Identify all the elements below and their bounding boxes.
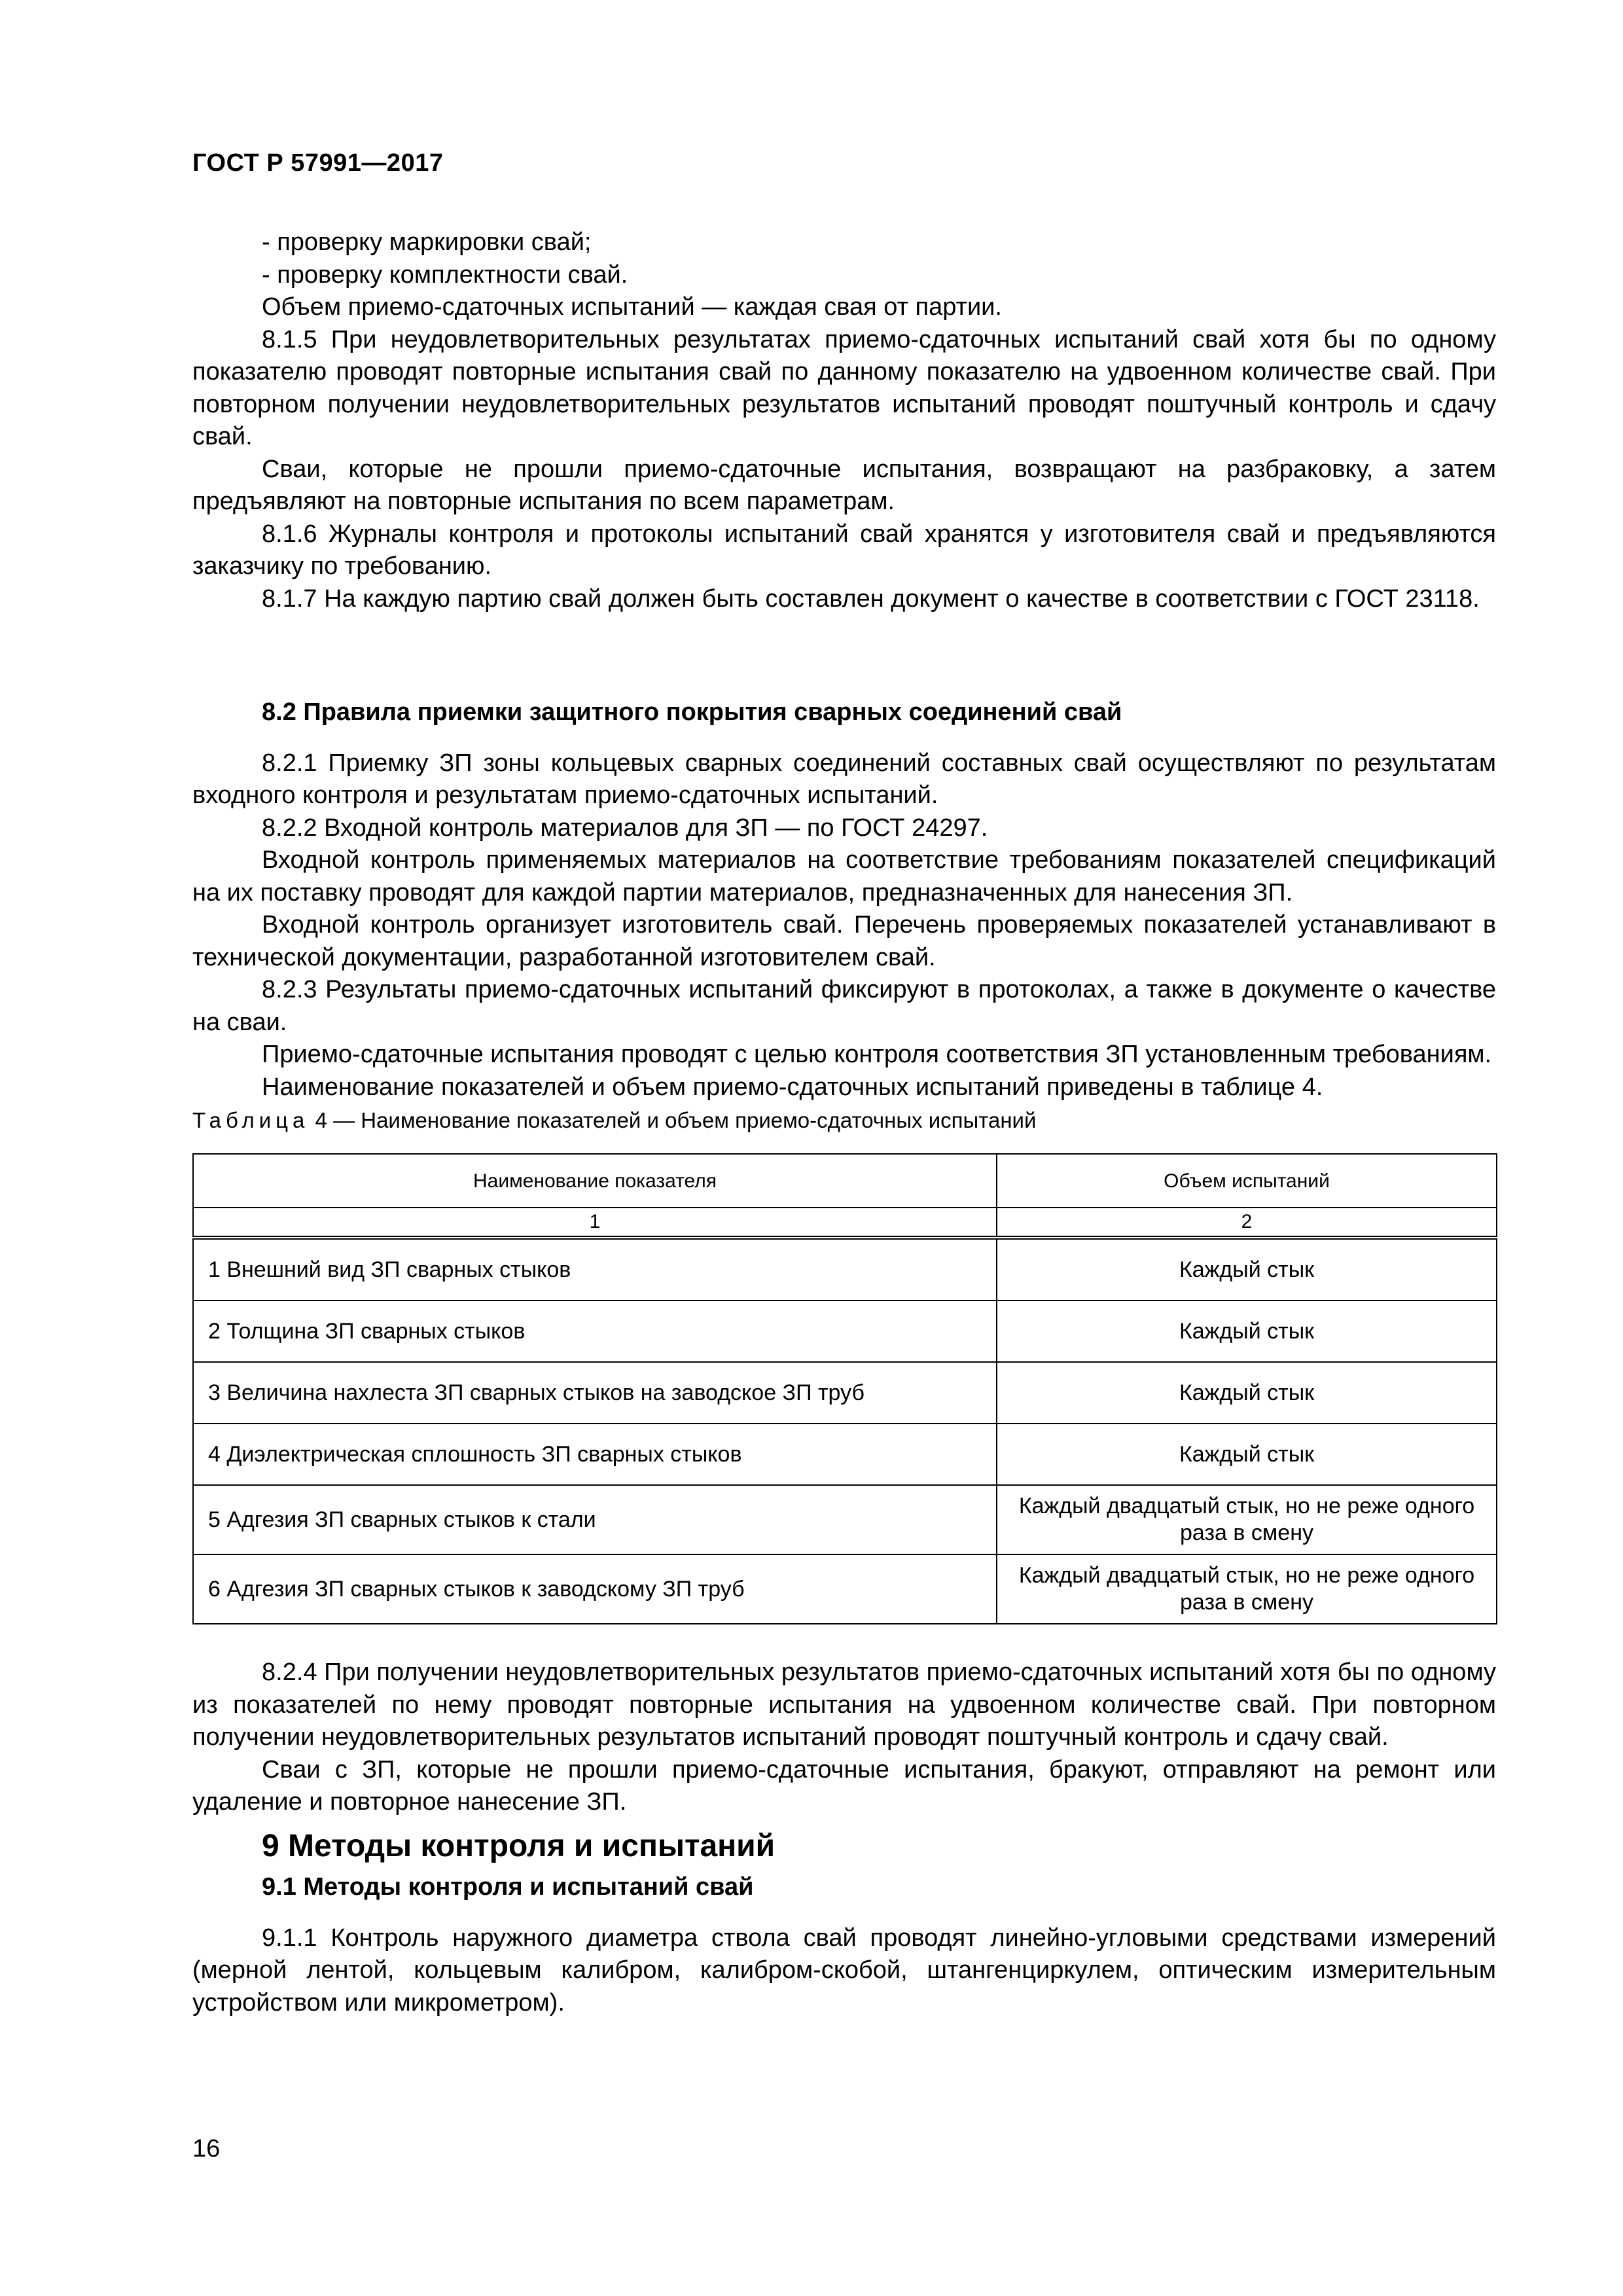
page-number: 16 (192, 2135, 221, 2162)
indicator-cell: 1 Внешний вид ЗП сварных стыков (193, 1238, 997, 1300)
section-8-2 (192, 696, 1496, 1103)
paragraph: Входной контроль организует изготовитель свай. Перечень проверяемых показателей устанавливают в технической документации, разработанной изготовителем свай. (192, 911, 1496, 971)
volume-cell: Каждый стык (997, 1362, 1497, 1424)
volume-cell: Каждый двадцатый стык, но не реже одного раза в смену (997, 1554, 1497, 1624)
subsection-heading-8-2: 8.2 Правила приемки защитного покрытия сварных соединений свай (262, 698, 1122, 726)
paragraph: - проверку маркировки свай; (262, 228, 592, 256)
section-8-1-continuation (192, 226, 1496, 615)
volume-cell: Каждый стык (997, 1300, 1497, 1362)
table-row (193, 1485, 1497, 1554)
table-caption (192, 1107, 1036, 1134)
indicator-cell: 2 Толщина ЗП сварных стыков (193, 1300, 997, 1362)
paragraph: Приемо-сдаточные испытания проводят с целью контроля соответствия ЗП установленным требованиям. (262, 1041, 1492, 1068)
paragraph: Сваи, которые не прошли приемо-сдаточные испытания, возвращают на разбраковку, а затем предъявляют на повторные испытания по всем параметрам. (192, 455, 1496, 515)
table-4 (192, 1153, 1497, 1624)
paragraph: 8.2.1 Приемку ЗП зоны кольцевых сварных соединений составных свай осуществляют по результатам входного контроля и результатам приемо-сдаточных испытаний. (192, 749, 1496, 809)
paragraph: 8.1.6 Журналы контроля и протоколы испытаний свай хранятся у изготовителя свай и предъявляются заказчику по требованию. (192, 520, 1496, 580)
paragraph: - проверку комплектности свай. (262, 260, 628, 289)
volume-cell: Каждый стык (997, 1238, 1497, 1300)
paragraph: 8.1.7 На каждую партию свай должен быть составлен документ о качестве в соответствии с ГОСТ 23118. (262, 584, 1480, 613)
paragraph: 8.2.2 Входной контроль материалов для ЗП — по ГОСТ 24297. (262, 814, 988, 842)
document-header: ГОСТ Р 57991—2017 (192, 149, 444, 177)
table-caption-text: 4 — Наименование показателей и объем приемо-сдаточных испытаний (309, 1108, 1037, 1132)
table-row (193, 1238, 1497, 1300)
indicator-cell: 5 Адгезия ЗП сварных стыков к стали (193, 1485, 997, 1554)
indicator-cell: 6 Адгезия ЗП сварных стыков к заводскому ЗП труб (193, 1554, 997, 1624)
table-row (193, 1362, 1497, 1424)
column-header: Наименование показателя (193, 1154, 997, 1208)
column-header: Объем испытаний (997, 1154, 1497, 1208)
section-9-1 (192, 1871, 1496, 2019)
paragraph: 8.2.4 При получении неудовлетворительных результатов приемо-сдаточных испытаний хотя бы по одному из показателей по нему проводят повторные испытания на удвоенном количестве свай. При повторном получении неудовлетворительных результатов испытаний проводят поштучный контроль и сдачу свай. (192, 1659, 1496, 1751)
paragraph: 8.2.3 Результаты приемо-сдаточных испытаний фиксируют в протоколах, а также в документе о качестве на сваи. (192, 976, 1496, 1036)
table-caption-label: Таблица (192, 1108, 310, 1132)
subsection-heading-9-1: 9.1 Методы контроля и испытаний свай (262, 1873, 754, 1901)
paragraph: Сваи с ЗП, которые не прошли приемо-сдаточные испытания, бракуют, отправляют на ремонт или удаление и повторное нанесение ЗП. (192, 1755, 1496, 1816)
column-number-row (193, 1208, 1497, 1238)
paragraph: Объем приемо-сдаточных испытаний — каждая свая от партии. (262, 293, 1002, 321)
column-number: 2 (997, 1208, 1497, 1238)
paragraph: 9.1.1 Контроль наружного диаметра ствола свай проводят линейно-угловыми средствами измерений (мерной лентой, кольцевым калибром, калибром-скобой, штангенциркулем, оптическим измерительным устройством или микрометром). (192, 1924, 1496, 2017)
paragraph: Входной контроль применяемых материалов на соответствие требованиям показателей спецификаций на их поставку проводят для каждой партии материалов, предназначенных для нанесения ЗП. (192, 846, 1496, 906)
indicator-cell: 4 Диэлектрическая сплошность ЗП сварных стыков (193, 1424, 997, 1485)
table-row (193, 1554, 1497, 1624)
paragraph: Наименование показателей и объем приемо-сдаточных испытаний приведены в таблице 4. (262, 1073, 1323, 1101)
section-8-2-4 (192, 1657, 1496, 1819)
volume-cell: Каждый двадцатый стык, но не реже одного раза в смену (997, 1485, 1497, 1554)
paragraph: 8.1.5 При неудовлетворительных результатах приемо-сдаточных испытаний свай хотя бы по одному показателю проводят повторные испытания свай по данному показателю на удвоенном количестве свай. При повторном получении неудовлетворительных результатов испытаний проводят поштучный контроль и сдачу свай. (192, 325, 1496, 450)
table-row (193, 1424, 1497, 1485)
indicator-cell: 3 Величина нахлеста ЗП сварных стыков на заводское ЗП труб (193, 1362, 997, 1424)
column-number: 1 (193, 1208, 997, 1238)
volume-cell: Каждый стык (997, 1424, 1497, 1485)
section-heading-9: 9 Методы контроля и испытаний (262, 1829, 776, 1863)
table-header-row (193, 1154, 1497, 1208)
table-row (193, 1300, 1497, 1362)
